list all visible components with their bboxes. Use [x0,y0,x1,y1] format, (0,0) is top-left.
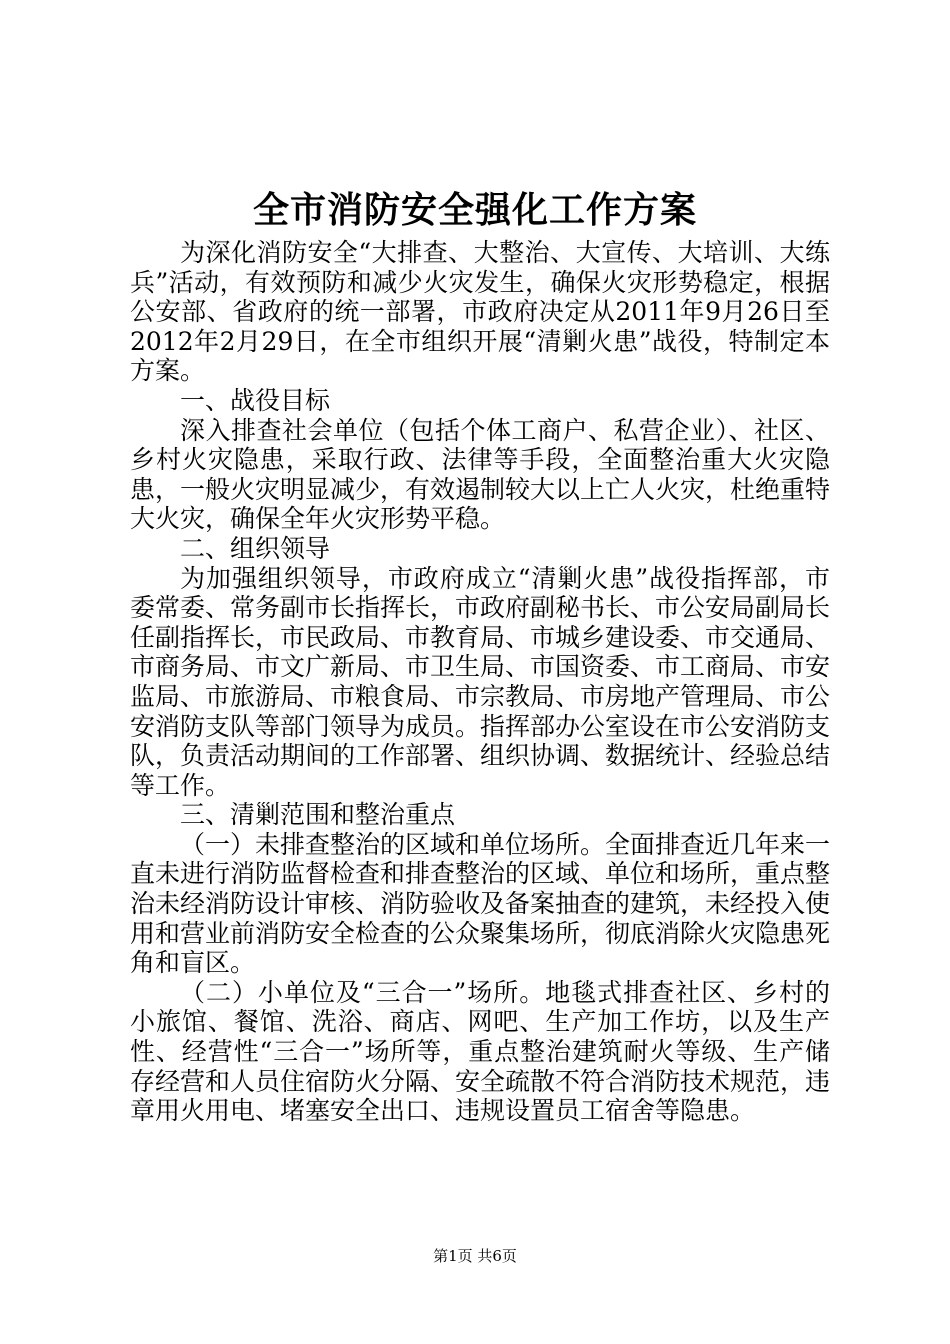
paragraph-organization: 为加强组织领导，市政府成立“清剿火患”战役指挥部，市委常委、常务副市长指挥长，市政府副秘书长、市公安局副局长任副指挥长，市民政局、市教育局、市城乡建设委、市交通局、市商务局、市文广新局、市卫生局、市国资委、市工商局、市安监局、市旅游局、市粮食局、市宗教局、市房地产管理局、市公安消防支队等部门领导为成员。指挥部办公室设在市公安消防支队，负责活动期间的工作部署、组织协调、数据统计、经验总结等工作。 [130,563,831,800]
heading-organization: 二、组织领导 [180,533,331,563]
document-body [130,238,830,1126]
paragraph-scope-2: （二）小单位及“三合一”场所。地毯式排查社区、乡村的小旅馆、餐馆、洗浴、商店、网吧、生产加工作坊，以及生产性、经营性“三合一”场所等，重点整治建筑耐火等级、生产储存经营和人员住宿防火分隔、安全疏散不符合消防技术规范，违章用火用电、堵塞安全出口、违规设置员工宿舍等隐患。 [130,977,831,1126]
heading-goal: 一、战役目标 [180,385,331,415]
heading-scope: 三、清剿范围和整治重点 [180,800,456,830]
page-footer: 第1页 共6页 [433,1247,517,1265]
paragraph-goal: 深入排查社会单位（包括个体工商户、私营企业）、社区、乡村火灾隐患，采取行政、法律等手段，全面整治重大火灾隐患，一般火灾明显减少，有效遏制较大以上亡人火灾，杜绝重特大火灾，确保全年火灾形势平稳。 [130,415,831,534]
document-title: 全市消防安全强化工作方案 [252,189,697,231]
paragraph-intro: 为深化消防安全“大排查、大整治、大宣传、大培训、大练兵”活动，有效预防和减少火灾发生，确保火灾形势稳定，根据公安部、省政府的统一部署，市政府决定从2011年9月26日至2012年2月29日，在全市组织开展“清剿火患”战役，特制定本方案。 [130,238,830,386]
paragraph-scope-1: （一）未排查整治的区域和单位场所。全面排查近几年来一直未进行消防监督检查和排查整治的区域、单位和场所，重点整治未经消防设计审核、消防验收及备案抽查的建筑，未经投入使用和营业前消防安全检查的公众聚集场所，彻底消除火灾隐患死角和盲区。 [130,829,831,978]
